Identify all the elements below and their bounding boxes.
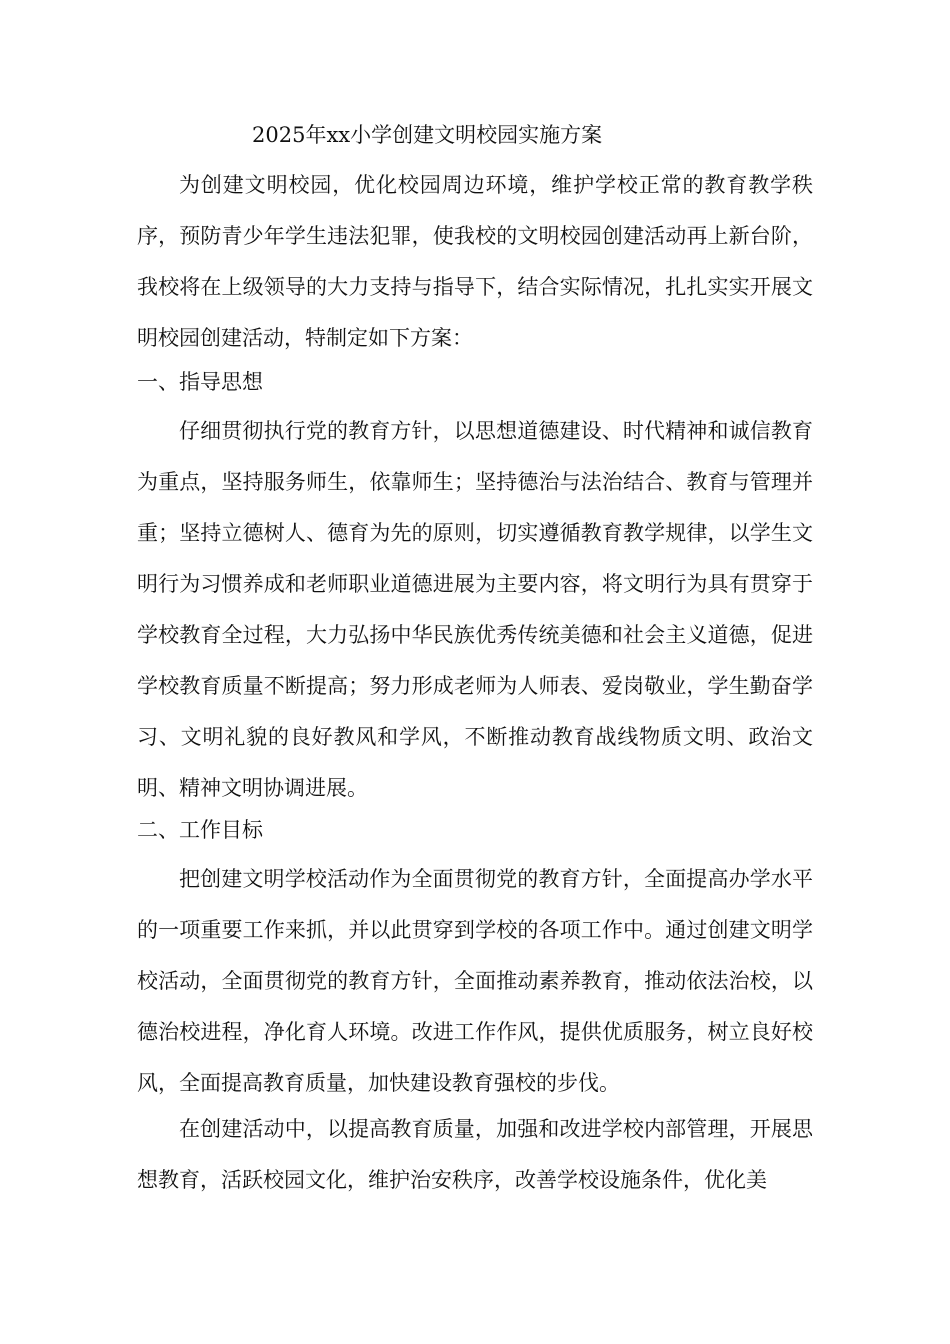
section-paragraph: 在创建活动中，以提高教育质量，加强和改进学校内部管理，开展思想教育，活跃校园文化，维护治安秩序，改善学校设施条件，优化美	[137, 1117, 813, 1192]
section-heading-work-goals: 二、工作目标	[137, 818, 263, 842]
section-heading-guiding-ideology: 一、指导思想	[137, 370, 263, 394]
section-paragraph: 仔细贯彻执行党的教育方针，以思想道德建设、时代精神和诚信教育为重点，坚持服务师生，依靠师生；坚持德治与法治结合、教育与管理并重；坚持立德树人、德育为先的原则，切实遵循教育教学规律，以学生文明行为习惯养成和老师职业道德进展为主要内容，将文明行为具有贯穿于学校教育全过程，大力弘扬中华民族优秀传统美德和社会主义道德，促进学校教育质量不断提高；努力形成老师为人师表、爱岗敬业，学生勤奋学习、文明礼貌的良好教风和学风，不断推动教育战线物质文明、政治文明、精神文明协调进展。	[137, 419, 813, 800]
document-title: 2025年xx小学创建文明校园实施方案	[252, 123, 603, 147]
intro-paragraph: 为创建文明校园，优化校园周边环境，维护学校正常的教育教学秩序，预防青少年学生违法犯罪，使我校的文明校园创建活动再上新台阶，我校将在上级领导的大力支持与指导下，结合实际情况，扎扎实实开展文明校园创建活动，特制定如下方案：	[137, 173, 813, 350]
section-paragraph: 把创建文明学校活动作为全面贯彻党的教育方针，全面提高办学水平的一项重要工作来抓，并以此贯穿到学校的各项工作中。通过创建文明学校活动，全面贯彻党的教育方针，全面推动素养教育，推动依法治校，以德治校进程，净化育人环境。改进工作作风，提供优质服务，树立良好校风，全面提高教育质量，加快建设教育强校的步伐。	[137, 867, 813, 1095]
